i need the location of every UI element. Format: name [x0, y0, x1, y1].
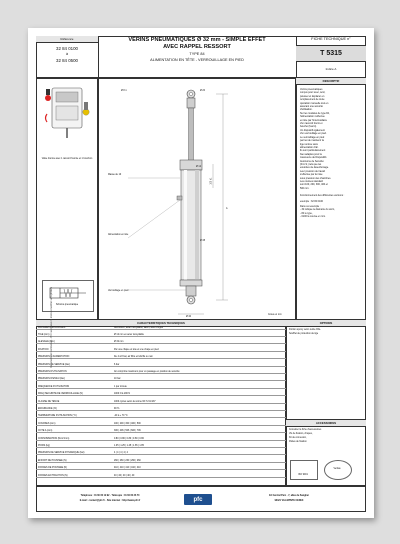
spec-row — [36, 393, 286, 397]
spec-key: FIXATION — [38, 348, 49, 351]
spec-row — [36, 326, 286, 330]
spec-value: -20 à + 70 °C — [114, 415, 128, 418]
spec-value: Air comprimé maximum pour un passage en position de sécurité — [114, 370, 180, 373]
spec-key: ENDURANCE (%) — [38, 407, 57, 410]
spec-row — [36, 370, 286, 374]
option-line: Finition époxy selon teinte RAL — [289, 329, 321, 331]
desc-line: opération manuelle tout en — [300, 101, 329, 105]
desc-line: s'effectue par la mise — [300, 173, 323, 177]
dim-barrel-diameter: Ø 38 — [200, 240, 205, 242]
spec-key: TEMPERATURE D'UTILISATION (°C) — [38, 415, 77, 418]
spec-row — [36, 407, 286, 411]
spec-key: EFFORT DE POUSSEE (N) — [38, 459, 67, 462]
footer-address: ZA Central Parc - 7, allée du Sanglier — [269, 495, 309, 497]
spec-key: MATIERES PRINCIPALES — [38, 326, 66, 329]
desc-line: Vérins pneumatiques — [300, 88, 323, 91]
spec-value: 90 % — [114, 407, 120, 410]
desc-line: pousser et déplacer en — [300, 94, 325, 98]
spec-row — [36, 385, 286, 389]
cylinder-drawing — [98, 78, 296, 320]
desc-line: alimentation d'air. — [300, 145, 319, 149]
spec-value: 40 | 40 | 40 | 40 | 40 — [114, 474, 135, 477]
desc-line: assurant une sécurité — [300, 105, 323, 109]
footer-city: 93421 VILLEPINTE CEDEX — [274, 500, 304, 502]
spec-value: 1 par minute — [114, 385, 127, 388]
desc-line: Les courses standard — [300, 179, 323, 183]
desc-line: Sur les modèles de type 84, — [300, 111, 330, 115]
reference-from: 32 84 0100 — [56, 46, 78, 51]
spec-row — [36, 467, 286, 471]
iso-label: ISO 9001 — [298, 474, 308, 476]
spec-row — [36, 474, 286, 478]
valve-caption: Valve fournie avec 1 raccord fournie et 1 bouchon — [41, 158, 93, 160]
desc-note: - 0100 la course en mm. — [300, 215, 326, 219]
desc-line: manœuvre de Dispositifs — [300, 156, 327, 160]
spec-key: PRESSION DE SERVICE (bar) — [38, 363, 70, 366]
accessory-line: Consulter la fiche d'accessoires — [289, 429, 322, 431]
spec-row — [36, 400, 286, 404]
descriptif-text — [300, 88, 362, 219]
desc-line: d'utilisation. — [300, 108, 313, 112]
spec-value: 306 | 406 | 506 | 606 | 706 — [114, 430, 141, 433]
desc-line: conçus pour lever, tenir, — [300, 91, 326, 95]
spec-value: 410 | 410 | 410 | 410 | 410 — [114, 467, 141, 470]
valve-illustration — [42, 84, 92, 144]
spec-row — [36, 333, 286, 337]
dim-a: A — [226, 208, 228, 210]
desc-line: Leur pression de travail — [300, 169, 325, 173]
desc-line: tige rentrée sans — [300, 142, 318, 146]
spec-value: Ø 12 mm en acier inoxydable — [114, 333, 144, 336]
margin-disclaimer: Document non contractuel - PFC se réserve le droit de modifier sans préavis — [50, 286, 53, 368]
indice: Indice A — [325, 67, 337, 71]
accessory-line: Kit de connexion, — [289, 437, 307, 439]
spec-key: FORCES EN TRACTION (N) — [38, 474, 68, 477]
spec-row — [36, 452, 286, 456]
label-cotes: Cotes en mm — [268, 314, 282, 316]
desc-line: d'un verrouillage en pied. — [300, 132, 327, 136]
label-masse: Masse de 10 — [108, 174, 122, 176]
desc-line: 500 mm. — [300, 186, 310, 190]
desc-line: exutoires de désenfumage. — [300, 166, 329, 170]
reference-to-word: à — [66, 52, 68, 56]
desc-line: (D.A.S.) tels que les — [300, 162, 322, 166]
desc-note: - 32 indique le diamètre du vérin, — [300, 208, 335, 212]
accessories-title: ACCESSOIRES — [315, 420, 337, 425]
schema-caption: Schéma pneumatique — [55, 304, 79, 306]
dim-rod-diameter: Ø 12 — [196, 166, 201, 168]
reference-to: 32 84 0500 — [56, 58, 78, 63]
spec-key: COTE A (mm) — [38, 430, 53, 433]
iso-badge — [290, 460, 318, 480]
spec-value: 1.05 | 1.25 | 1.45 | 1.65 | 1.85 — [114, 444, 144, 447]
spec-key: PRESSION D'UTILISATION — [38, 370, 67, 373]
spec-row — [36, 430, 286, 434]
spec-value: Aluminium, acier inoxydable, laiton, acier zingué — [114, 326, 164, 329]
spec-value: De 4 à 8 bar, air filtré et lubrifié ou non — [114, 356, 153, 359]
document-sheet — [28, 28, 374, 518]
accessory-line: Pattes de fixation — [289, 441, 307, 443]
spec-value: 100 | 200 | 300 | 400 | 500 — [114, 422, 141, 425]
desc-line: permet de maintenir la — [300, 139, 324, 143]
desc-line: Le verrouillage en pied — [300, 135, 325, 139]
spec-key: FREQUENCE D'UTILISATION — [38, 385, 70, 388]
spec-key: POIDS (kg) — [38, 444, 50, 447]
pfc-logo: pfc — [184, 494, 212, 505]
dim-top-diameter: Ø 8.1 — [121, 90, 127, 92]
feed-lock-subtitle: ALIMENTATION EN TÊTE - VERROUILLAGE EN PIED — [150, 58, 244, 62]
desc-line: sous pression des chambres. — [300, 176, 332, 180]
spec-row — [36, 459, 286, 463]
specs-title: CARACTERISTIQUES TECHNIQUES — [137, 320, 185, 325]
spec-row — [36, 363, 286, 367]
spec-key: CLASSE DE TENUE — [38, 400, 60, 403]
spec-value: 6 bar — [114, 363, 120, 366]
spec-row — [36, 356, 286, 360]
desc-line: remplacement de toute — [300, 98, 325, 102]
footer-phone: Téléphone : 01 60 60 19 92 - Télécopie : 01 60 60 26 70 — [80, 495, 140, 497]
desc-line: l'alimentation s'effectue — [300, 115, 325, 119]
spec-value: 0.80 | 0.80 | 0.80 | 0.80 | 0.80 — [114, 437, 144, 440]
fiche-number: T 5315 — [320, 50, 342, 57]
spec-key: CONSOMMATION (Ncm³/mm) — [38, 437, 70, 440]
spec-value: 260 | 260 | 260 | 260 | 260 — [114, 459, 141, 462]
spec-key: COURSES (mm) — [38, 422, 56, 425]
spec-row — [36, 348, 286, 352]
specs-rows — [36, 326, 286, 486]
spec-value: Par une chape en tête et une chape en pied — [114, 348, 159, 351]
spec-value: Ø 32 mm — [114, 341, 124, 344]
desc-line: bouché (fourni). — [300, 125, 317, 129]
spec-key: TIGE (mm) — [38, 333, 50, 336]
desc-line: en tête par l'intermédiaire — [300, 118, 327, 122]
spec-key: PRESSION D'ALIMENTATION — [38, 356, 70, 359]
spec-value: 1000 cycles selon la norme NF S 61-937 — [114, 400, 156, 403]
desc-note: Dans cet exemple : — [300, 205, 321, 208]
spec-value: 1000 N à 200 N — [114, 393, 131, 396]
spec-key: FORCES DE POUSSEE (N) — [38, 467, 67, 470]
spec-row — [36, 415, 286, 419]
spec-row — [36, 437, 286, 441]
desc-line: Ils sont particulièrement — [300, 149, 326, 153]
desc-line: bien adaptés pour la — [300, 152, 322, 156]
veritas-label: Veritas — [333, 468, 341, 470]
reference-label: Référence — [60, 36, 74, 41]
dim-right-diameter: Ø 20 — [200, 90, 205, 92]
option-line: Soufflet de protection de tige — [289, 333, 319, 335]
dim-course: 100 ±1 — [210, 177, 213, 185]
spec-row — [36, 444, 286, 448]
type-label: TYPE 84 — [189, 52, 205, 56]
desc-line: sont 100, 200, 300, 400 et — [300, 183, 328, 187]
spec-value: 4 | 4 | 4 | 4 | 4 — [114, 452, 128, 455]
spec-row — [36, 422, 286, 426]
spec-key: PRESSION D'ESSAI (bar) — [38, 378, 65, 381]
spec-value: 10 bar — [114, 378, 121, 381]
dim-bottom-diameter: Ø 40 — [186, 316, 191, 318]
descriptif-title: DESCRIPTIF — [322, 78, 340, 83]
label-alimentation: Alimentation en tête — [108, 234, 129, 236]
spec-key: ALESAGE (mm) — [38, 341, 55, 344]
accessory-line: Vis de fixation, chapes, — [289, 433, 313, 435]
footer-email: E-mail : contact@pfc.fr - Site internet : http://www.pfc.fr — [79, 500, 141, 502]
desc-line: d'un raccord fourni et — [300, 122, 323, 126]
fiche-label: FICHE TECHNIQUE n° — [311, 37, 351, 41]
page-title: VÉRINS PNEUMATIQUES Ø 32 mm - SIMPLE EFFET — [128, 37, 266, 43]
options-title: OPTIONS — [319, 320, 333, 325]
desc-note: - 84 le type, — [300, 211, 313, 215]
desc-note: exemple : 32 84 0100 — [300, 199, 323, 203]
spec-key: PRESSION DE SERVICE DYNAMIQUE (bar) — [38, 452, 85, 455]
desc-line: Un dispositif également — [300, 128, 325, 132]
label-verrouillage: Verrouillage en pied — [108, 290, 129, 292]
spec-row — [36, 378, 286, 382]
spec-key: FRAQ SECURITE DE VERROUILLAGE (N) — [38, 393, 83, 396]
desc-line: Autonome de Sécurité — [300, 159, 324, 163]
desc-note: Fonctionnement des différentes versions : — [300, 194, 345, 198]
page-title-line2: AVEC RAPPEL RESSORT — [163, 44, 231, 50]
spec-row — [36, 341, 286, 345]
